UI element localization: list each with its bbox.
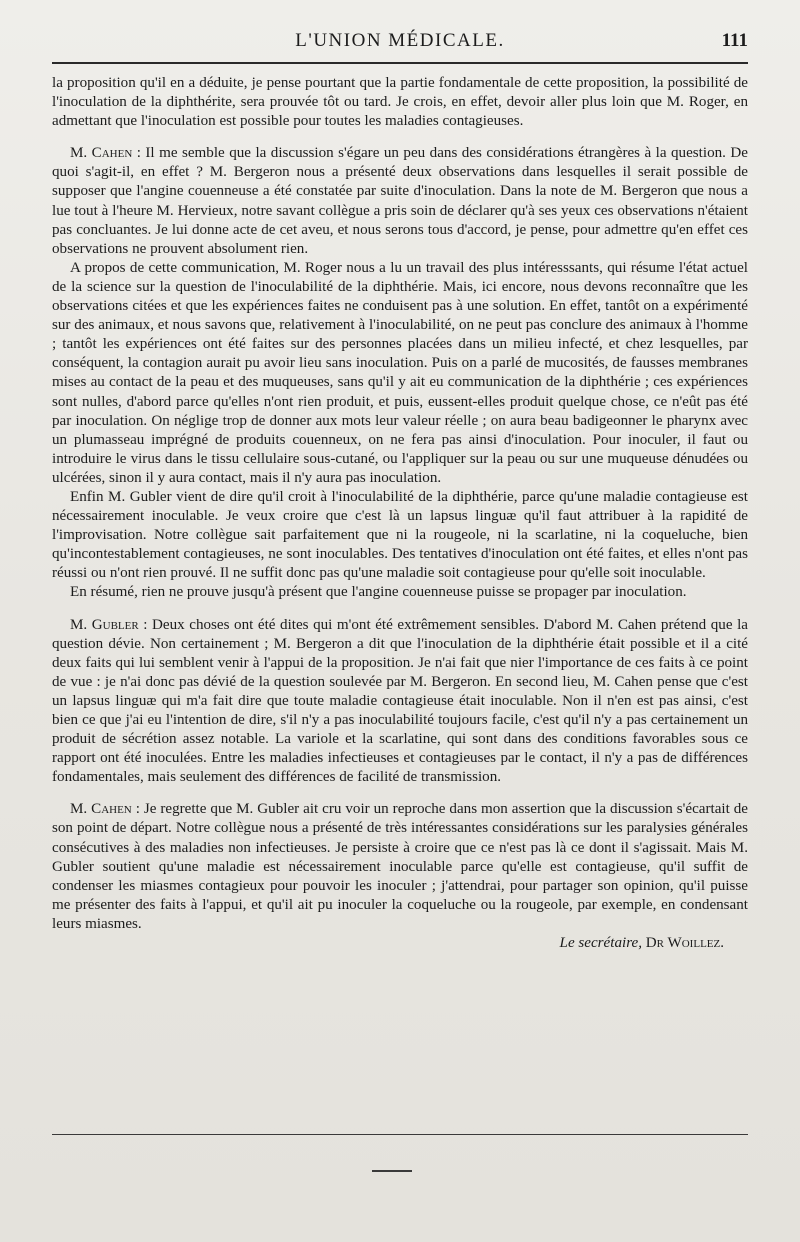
paragraph-text: Je regrette que M. Gubler ait cru voir un reproche dans mon assertion que la discussion s'écartait de son point de départ. Notre collègue nous a présenté de très intéressantes considérations sur les paralysies générales consécutives à des maladies non infectieuses. Je persiste à croire que ce n'est pas là ce dont il s'agissait. Mais M. Gubler soutient qu'une maladie est nécessairement inoculable parce qu'elle est contagieuse, qu'il suffit de condenser les miasmes contagieux pour pouvoir les inoculer ; j'attendrai, pour partager son opinion, qu'il puisse me présenter des faits à l'appui, et qu'il ait pu inoculer la coqueluche ou la rougeole, par exemple, en condensant leurs miasmes. [52,801,748,932]
article-body [52,74,748,953]
signature [52,934,748,953]
paragraph-4 [52,488,748,583]
running-head [52,28,748,56]
paragraph-text: la proposition qu'il en a déduite, je pense pourtant que la partie fondamentale de cette proposition, la possibilité de l'inoculation de la diphthérite, sera prouvée tôt ou tard. Je crois, en effet, devoir aller plus loin que M. Roger, en admettant que l'inoculation est possible pour toutes les maladies contagieuses. [52,75,748,130]
speaker-name: M. Cahen : [70,801,140,818]
paragraph-text: A propos de cette communication, M. Roger nous a lu un travail des plus intéresssants, qui résume l'état actuel de la science sur la question de l'inoculabilité de la diphthérie. Mais, ici encore, nous devons reconnaître que les observations citées et que les expériences faites ne conduisent pas à une solution. En effet, tantôt on a expérimenté sur des animaux, et nous savons que, relativement à l'inoculabilité, on ne peut pas conclure des animaux à l'homme ; tantôt les expériences ont été faites sur des personnes placées dans un milieu infecté, et chez lesquelles, par conséquent, la contagion aurait pu avoir lieu sans inoculation. Puis on a parlé de mucosités, de fausses membranes mises au contact de la peau et des muqueuses, sans qu'il y ait eu communication de la diphthérie ; ces expériences sont nulles, d'abord parce qu'elles n'ont rien produit, et puis, eussent-elles produit quelque chose, ce n'eût pas été par inoculation. On néglige trop de donner aux mots leur valeur réelle ; on aura beau badigeonner le pharynx avec un plumasseau imprégné de produits couenneux, on ne fera pas ainsi d'inoculation. Pour inoculer, il faut ou introduire le virus dans le tissu cellulaire sous-cutané, ou l'appliquer sur la peau ou sur une muqueuse dénudées ou ulcérées, sinon il y aura contact, mais il n'y aura pas inoculation. [52,259,748,486]
signature-name: Dr Woillez. [641,935,724,952]
journal-title: L'UNION MÉDICALE. [295,30,505,51]
signature-title: Le secrétaire, [559,935,642,952]
paragraph-text: Enfin M. Gubler vient de dire qu'il croit à l'inoculabilité de la diphthérie, parce qu'une maladie contagieuse est nécessairement inoculable. Je veux croire que c'est là un lapsus linguæ qu'il faut attribuer à la rapidité de l'improvisation. Notre collègue sait parfaitement que ni la rougeole, ni la scarlatine, ni la coqueluche, bien qu'incontestablement contagieuses, ne sont inoculables. Des tentatives d'inoculation ont été faites, et elles n'ont pas réussi ou n'ont rien prouvé. Il ne suffit donc pas qu'une maladie soit contagieuse pour qu'elle soit inoculable. [52,488,748,582]
paragraph-text: Il me semble que la discussion s'égare un peu dans des considérations étrangères à la question. De quoi s'agit-il, en effet ? M. Bergeron nous a présenté deux observations dans lesquelles il serait possible de supposer que l'angine couenneuse a été constatée par suite d'inoculation. Dans la note de M. Bergeron que nous a lue tout à l'heure M. Hervieux, notre savant collègue a pris soin de déclarer qu'à ses yeux ces observations n'étaient pas concluantes. Je lui donne acte de cet aveu, et nous serons tous d'accord, je pense, pour admettre qu'en effet ces observations ne prouvent absolument rien. [52,145,748,257]
paragraph-text: Deux choses ont été dites qui m'ont été extrêmement sensibles. D'abord M. Cahen prétend que la question dévie. Non certainement ; M. Bergeron a dit que l'inoculation de la diphthérie était possible et il a cité deux faits qui lui semblent venir à l'appui de la proposition. Je n'ai fait que nier l'importance de ces faits à ce point de vue : je n'ai donc pas dévié de la question soulevée par M. Bergeron. En second lieu, M. Cahen pense que c'est un lapsus linguæ qui m'a fait dire que toute maladie contagieuse était inoculable. Non il n'en est pas ainsi, c'est bien ce que j'ai eu l'intention de dire, s'il n'y a pas inoculabilité toujours facile, c'est qu'il n'y a pas certainement un produit de sécrétion assez notable. La variole et la scarlatine, qui sont dans des conditions favorables sous ce rapport ont été inoculées. Entre les maladies infectieuses et contagieuses par le contact, il n'y a pas de différences fondamentales, mais seulement des différences de facilité de transmission. [52,616,748,786]
short-rule [372,1170,412,1172]
paragraph-5 [52,583,748,602]
page-number: 111 [721,30,748,51]
paragraph-text: En résumé, rien ne prouve jusqu'à présent que l'angine couenneuse puisse se propager par inoculation. [70,584,687,601]
speaker-name: M. Gubler : [70,616,148,633]
paragraph-6 [52,616,748,788]
speaker-name: M. Cahen : [70,145,141,162]
paragraph-2 [52,144,748,259]
header-rule [52,62,748,64]
paragraph-3 [52,259,748,488]
paragraph-1 [52,74,748,131]
footer-rule [52,1134,748,1135]
paragraph-7 [52,800,748,934]
